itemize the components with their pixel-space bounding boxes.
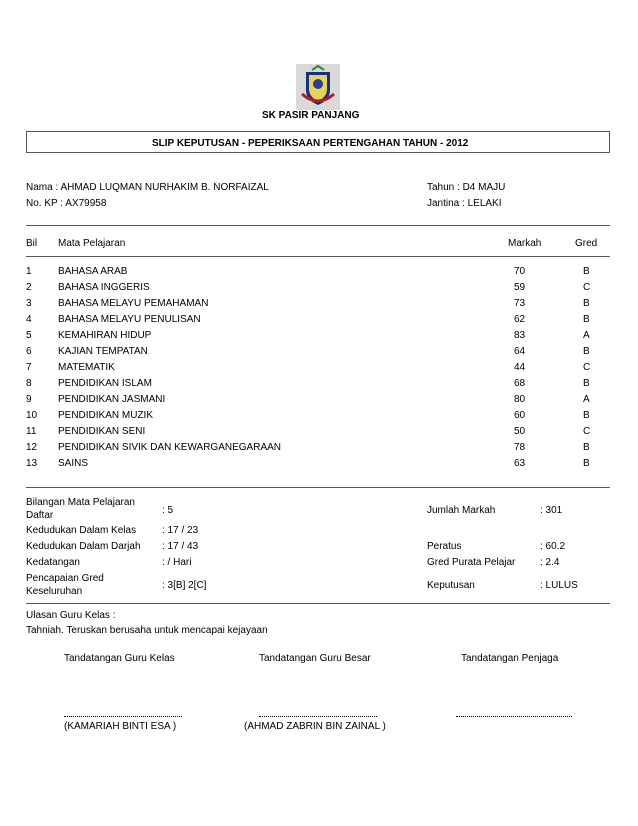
row-markah: 62 — [514, 314, 526, 325]
summary-value: : 60.2 — [540, 541, 566, 552]
row-bil: 5 — [26, 330, 32, 341]
col-header-markah: Markah — [508, 238, 542, 249]
row-subject: BAHASA MELAYU PEMAHAMAN — [58, 298, 209, 309]
signature-label-guru-besar: Tandatangan Guru Besar — [259, 653, 371, 664]
row-markah: 60 — [514, 410, 526, 421]
row-bil: 11 — [26, 426, 37, 437]
row-subject: PENDIDIKAN SENI — [58, 426, 146, 437]
col-header-subject: Mata Pelajaran — [58, 238, 126, 249]
summary-label: Bilangan Mata Pelajaran — [26, 497, 135, 508]
summary-label: Kedudukan Dalam Kelas — [26, 525, 137, 536]
row-bil: 1 — [26, 266, 32, 277]
row-gred: B — [583, 346, 590, 357]
summary-label: Keseluruhan — [26, 586, 83, 597]
summary-value: : 5 — [162, 505, 174, 516]
row-markah: 70 — [514, 266, 526, 277]
row-markah: 50 — [514, 426, 526, 437]
student-year: Tahun : D4 MAJU — [427, 182, 506, 193]
row-markah: 68 — [514, 378, 526, 389]
summary-value: : 3[B] 2[C] — [162, 580, 207, 591]
row-gred: A — [583, 394, 590, 405]
row-gred: C — [583, 426, 591, 437]
row-bil: 12 — [26, 442, 38, 453]
row-markah: 44 — [514, 362, 526, 373]
summary-value: : 2.4 — [540, 557, 560, 568]
row-gred: B — [583, 410, 590, 421]
row-subject: PENDIDIKAN SIVIK DAN KEWARGANEGARAAN — [58, 442, 282, 453]
school-crest-logo — [296, 64, 340, 110]
slip-title: SLIP KEPUTUSAN - PEPERIKSAAN PERTENGAHAN TAHUN - 2012 — [152, 138, 469, 149]
school-name: SK PASIR PANJANG — [262, 110, 360, 121]
row-bil: 10 — [26, 410, 38, 421]
row-bil: 6 — [26, 346, 32, 357]
row-markah: 63 — [514, 458, 526, 469]
signature-name-guru-kelas: (KAMARIAH BINTI ESA ) — [64, 721, 177, 732]
divider — [26, 225, 610, 226]
row-gred: B — [583, 314, 590, 325]
row-markah: 73 — [514, 298, 526, 309]
row-gred: B — [583, 442, 590, 453]
row-bil: 7 — [26, 362, 32, 373]
row-markah: 80 — [514, 394, 526, 405]
row-gred: B — [583, 458, 590, 469]
row-bil: 2 — [26, 282, 32, 293]
summary-label: Pencapaian Gred — [26, 573, 104, 584]
summary-label: Keputusan — [427, 580, 475, 591]
signature-label-guru-kelas: Tandatangan Guru Kelas — [64, 653, 175, 664]
row-markah: 83 — [514, 330, 526, 341]
summary-label: Daftar — [26, 510, 54, 521]
row-gred: C — [583, 282, 591, 293]
summary-label: Kedatangan — [26, 557, 80, 568]
summary-value: : 301 — [540, 505, 563, 516]
row-bil: 13 — [26, 458, 38, 469]
signature-line — [259, 716, 377, 717]
divider — [26, 256, 610, 257]
row-bil: 3 — [26, 298, 32, 309]
row-subject: BAHASA INGGERIS — [58, 282, 150, 293]
row-subject: MATEMATIK — [58, 362, 115, 373]
row-markah: 64 — [514, 346, 526, 357]
divider — [26, 487, 610, 488]
summary-label: Peratus — [427, 541, 462, 552]
row-subject: PENDIDIKAN JASMANI — [58, 394, 166, 405]
row-gred: C — [583, 362, 591, 373]
row-markah: 78 — [514, 442, 526, 453]
row-gred: B — [583, 378, 590, 389]
row-subject: PENDIDIKAN ISLAM — [58, 378, 152, 389]
row-bil: 9 — [26, 394, 32, 405]
student-id: No. KP : AX79958 — [26, 198, 107, 209]
summary-label: Kedudukan Dalam Darjah — [26, 541, 141, 552]
signature-name-guru-besar: (AHMAD ZABRIN BIN ZAINAL ) — [244, 721, 386, 732]
row-subject: SAINS — [58, 458, 89, 469]
row-subject: PENDIDIKAN MUZIK — [58, 410, 154, 421]
remarks-label: Ulasan Guru Kelas : — [26, 610, 116, 621]
summary-value: : 17 / 23 — [162, 525, 199, 536]
signature-label-penjaga: Tandatangan Penjaga — [461, 653, 559, 664]
summary-label: Jumlah Markah — [427, 505, 496, 516]
row-markah: 59 — [514, 282, 526, 293]
signature-line — [64, 716, 182, 717]
row-gred: A — [583, 330, 590, 341]
student-name: Nama : AHMAD LUQMAN NURHAKIM B. NORFAIZAL — [26, 182, 269, 193]
col-header-bil: Bil — [26, 238, 38, 249]
signature-line — [456, 716, 572, 717]
remarks-text: Tahniah. Teruskan berusaha untuk mencapai kejayaan — [26, 625, 268, 636]
row-subject: BAHASA MELAYU PENULISAN — [58, 314, 201, 325]
row-subject: BAHASA ARAB — [58, 266, 128, 277]
row-gred: B — [583, 266, 590, 277]
summary-value: : / Hari — [162, 557, 192, 568]
summary-label: Gred Purata Pelajar — [427, 557, 516, 568]
col-header-gred: Gred — [575, 238, 598, 249]
summary-value: : LULUS — [540, 580, 578, 591]
row-gred: B — [583, 298, 590, 309]
divider — [26, 603, 610, 604]
row-subject: KEMAHIRAN HIDUP — [58, 330, 152, 341]
row-bil: 8 — [26, 378, 32, 389]
student-gender: Jantina : LELAKI — [427, 198, 502, 209]
row-subject: KAJIAN TEMPATAN — [58, 346, 148, 357]
row-bil: 4 — [26, 314, 32, 325]
summary-value: : 17 / 43 — [162, 541, 199, 552]
